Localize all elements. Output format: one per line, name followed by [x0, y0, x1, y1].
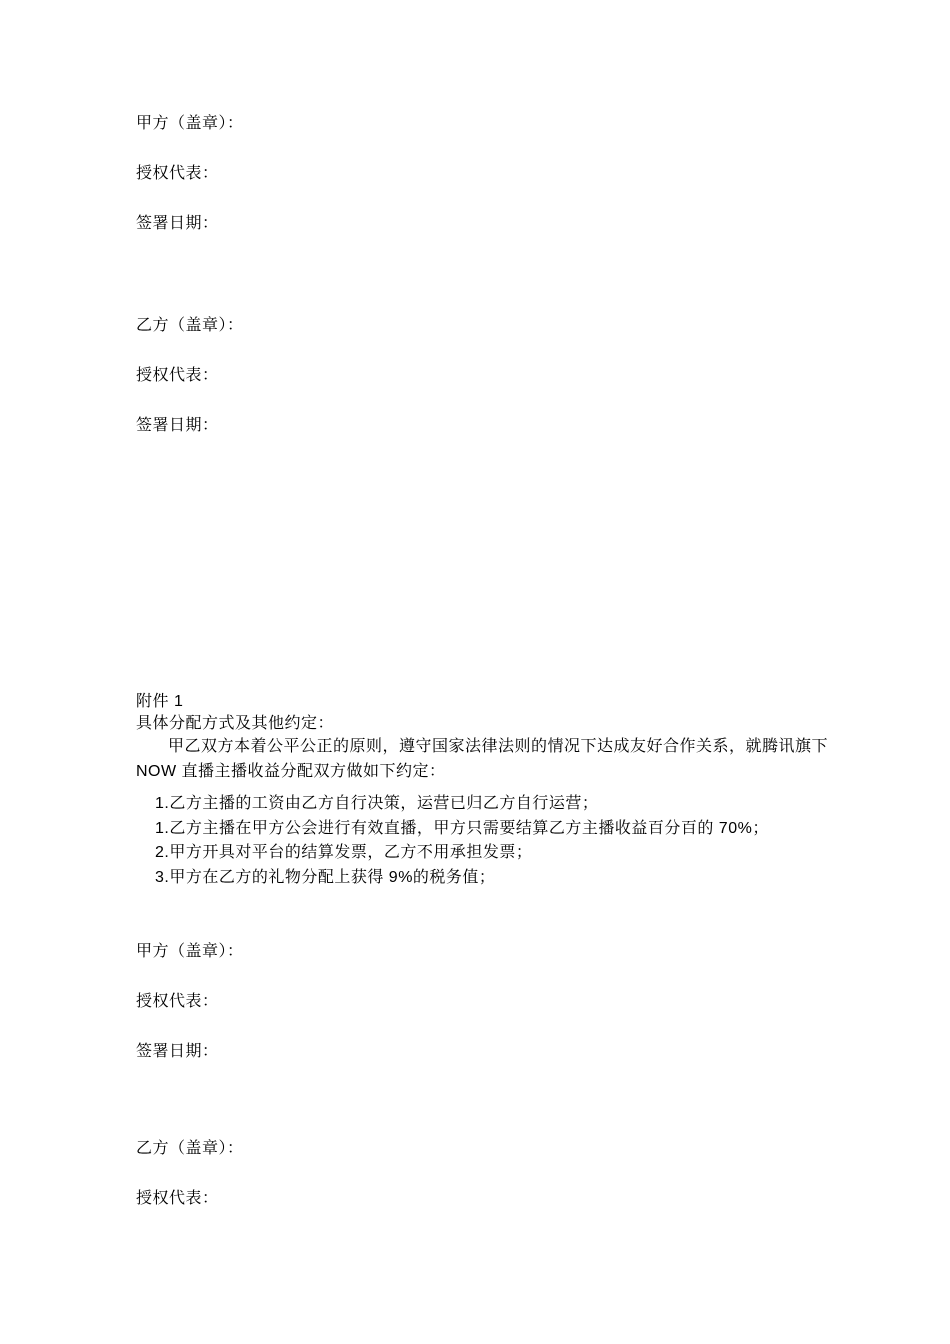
list-item — [155, 792, 838, 817]
signing-date-label: 签署日期： — [136, 215, 219, 232]
attachment-paragraph: 甲乙双方本着公平公正的原则，遵守国家法律法则的情况下达成友好合作关系，就腾讯旗下 NOW 直播主播收益分配双方做如下约定： — [136, 738, 829, 780]
list-item — [155, 866, 838, 891]
item-number: 3. — [155, 868, 170, 886]
signature-block-party-b-top — [136, 315, 838, 437]
authorized-representative-label: 授权代表： — [136, 367, 219, 384]
item-text: 乙方主播的工资由乙方自行决策，运营已归乙方自行运营； — [169, 795, 599, 812]
signature-block-party-b-bottom — [136, 1138, 838, 1210]
attachment-title: 附件 1 — [136, 693, 184, 710]
item-text: 甲方开具对平台的结算发票，乙方不用承担发票； — [169, 844, 533, 861]
party-a-seal-label: 甲方（盖章）： — [136, 943, 244, 960]
item-text: 甲方在乙方的礼物分配上获得 9%的税务值； — [169, 868, 496, 886]
party-b-seal-label: 乙方（盖章）： — [136, 1140, 244, 1157]
authorized-representative-label: 授权代表： — [136, 165, 219, 182]
signature-block-party-a-top — [136, 113, 838, 235]
list-item — [155, 817, 838, 842]
item-text: 乙方主播在甲方公会进行有效直播，甲方只需要结算乙方主播收益百分百的 70%； — [169, 819, 769, 837]
party-a-seal-label: 甲方（盖章）： — [136, 115, 244, 132]
item-number: 2. — [155, 844, 170, 861]
signing-date-label: 签署日期： — [136, 417, 219, 434]
authorized-representative-label: 授权代表： — [136, 1190, 219, 1207]
item-number: 1. — [155, 795, 170, 812]
terms-list — [136, 792, 838, 890]
item-number: 1. — [155, 819, 170, 837]
list-item — [155, 841, 838, 866]
signing-date-label: 签署日期： — [136, 1043, 219, 1060]
attachment-subtitle: 具体分配方式及其他约定： — [136, 715, 335, 732]
attachment-section — [136, 691, 838, 890]
party-b-seal-label: 乙方（盖章）： — [136, 317, 244, 334]
signature-block-party-a-bottom — [136, 941, 838, 1063]
authorized-representative-label: 授权代表： — [136, 993, 219, 1010]
